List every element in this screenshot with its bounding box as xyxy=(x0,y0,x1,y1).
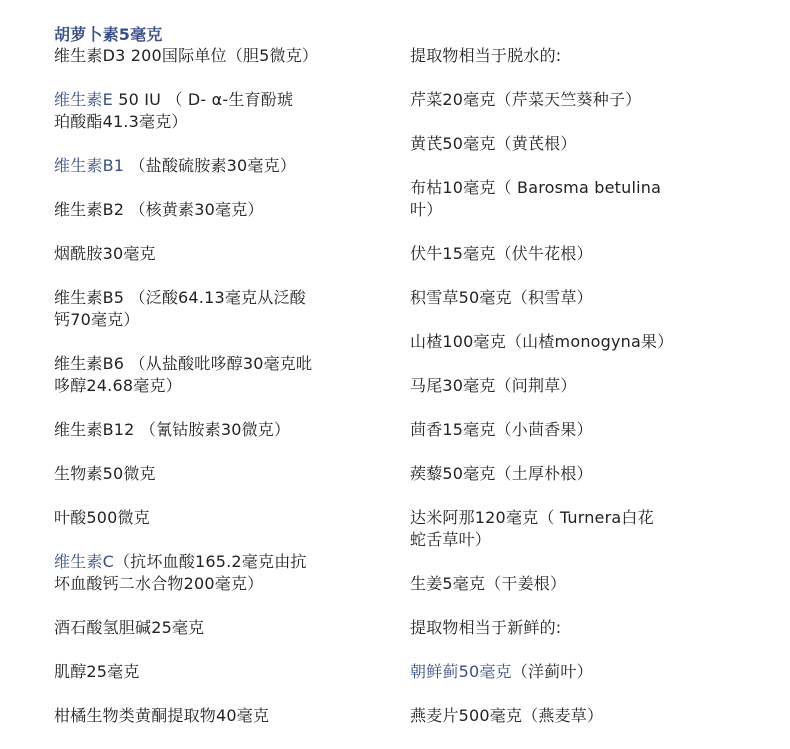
list-item xyxy=(410,199,442,221)
list-item xyxy=(410,705,603,727)
list-item xyxy=(410,463,593,485)
item-text: 提取物相当于新鲜的: xyxy=(410,618,562,637)
list-item xyxy=(54,705,269,727)
item-text: 叶） xyxy=(410,200,443,219)
list-item xyxy=(54,507,150,529)
highlight-text: 维生素C xyxy=(54,552,114,571)
list-item xyxy=(410,529,491,551)
item-text: 肌醇25毫克 xyxy=(54,662,140,681)
list-item xyxy=(410,133,577,155)
list-item xyxy=(410,287,593,309)
item-text: 积雪草50毫克（积雪草） xyxy=(410,288,593,307)
list-item xyxy=(54,155,296,177)
list-item xyxy=(54,199,264,221)
list-item xyxy=(410,177,661,199)
list-item xyxy=(54,353,312,375)
highlight-text: 胡萝卜素5毫克 xyxy=(54,25,163,44)
list-item xyxy=(54,661,140,683)
list-item xyxy=(54,89,293,111)
list-item xyxy=(410,661,593,683)
item-text: （抗坏血酸165.2毫克由抗 xyxy=(113,552,307,571)
item-text: 茴香15毫克（小茴香果） xyxy=(410,420,593,439)
item-text: 维生素B12 （氰钴胺素30微克） xyxy=(54,420,291,439)
list-item xyxy=(54,573,263,595)
item-text: 珀酸酯41.3毫克） xyxy=(54,112,188,131)
list-item xyxy=(54,111,188,133)
item-text: 烟酰胺30毫克 xyxy=(54,244,156,263)
highlight-text: 维生素B1 xyxy=(54,156,125,175)
item-text: 坏血酸钙二水合物200毫克） xyxy=(54,574,264,593)
list-item xyxy=(54,24,163,46)
item-text: 布枯10毫克（ Barosma betulina xyxy=(410,178,662,197)
item-text: 生姜5毫克（干姜根） xyxy=(410,574,567,593)
list-item xyxy=(54,463,156,485)
item-text: 芹菜20毫克（芹菜天竺葵种子） xyxy=(410,90,642,109)
list-item xyxy=(54,551,307,573)
item-text: 提取物相当于脱水的: xyxy=(410,46,562,65)
item-text: 维生素D3 200国际单位（胆5微克） xyxy=(54,46,319,65)
item-text: 钙70毫克） xyxy=(54,310,140,329)
list-item xyxy=(410,507,654,529)
item-text: 哆醇24.68毫克） xyxy=(54,376,182,395)
list-item xyxy=(54,287,306,309)
list-item xyxy=(410,89,641,111)
list-item xyxy=(410,375,577,397)
item-text: 山楂100毫克（山楂monogyna果） xyxy=(410,332,674,351)
item-text: （洋蓟叶） xyxy=(511,662,593,681)
list-item xyxy=(54,375,182,397)
list-item xyxy=(410,573,566,595)
list-item xyxy=(54,309,140,331)
item-text: 达米阿那120毫克（ Turnera白花 xyxy=(410,508,654,527)
highlight-text: 维生素E xyxy=(54,90,113,109)
list-item xyxy=(410,419,593,441)
item-text: 伏牛15毫克（伏牛花根） xyxy=(410,244,593,263)
item-text: 维生素B2 （核黄素30毫克） xyxy=(54,200,264,219)
list-item xyxy=(410,617,561,639)
item-text: 燕麦片500毫克（燕麦草） xyxy=(410,706,604,725)
item-text: 50 IU （ D- α-生育酚琥 xyxy=(112,90,294,109)
item-text: （盐酸硫胺素30毫克） xyxy=(124,156,297,175)
item-text: 蛇舌草叶） xyxy=(410,530,492,549)
list-item xyxy=(54,45,318,67)
item-text: 马尾30毫克（问荆草） xyxy=(410,376,577,395)
list-item xyxy=(410,331,673,353)
item-text: 维生素B6 （从盐酸吡哆醇30毫克吡 xyxy=(54,354,313,373)
list-item xyxy=(410,243,593,265)
highlight-text: 朝鲜蓟50毫克 xyxy=(410,662,512,681)
item-text: 叶酸500微克 xyxy=(54,508,150,527)
item-text: 生物素50微克 xyxy=(54,464,156,483)
item-text: 酒石酸氢胆碱25毫克 xyxy=(54,618,205,637)
item-text: 黄芪50毫克（黄芪根） xyxy=(410,134,577,153)
list-item xyxy=(54,419,290,441)
list-item xyxy=(410,45,561,67)
item-text: 柑橘生物类黄酮提取物40毫克 xyxy=(54,706,270,725)
item-text: 维生素B5 （泛酸64.13毫克从泛酸 xyxy=(54,288,306,307)
list-item xyxy=(54,617,204,639)
item-text: 蒺藜50毫克（土厚朴根） xyxy=(410,464,593,483)
list-item xyxy=(54,243,156,265)
